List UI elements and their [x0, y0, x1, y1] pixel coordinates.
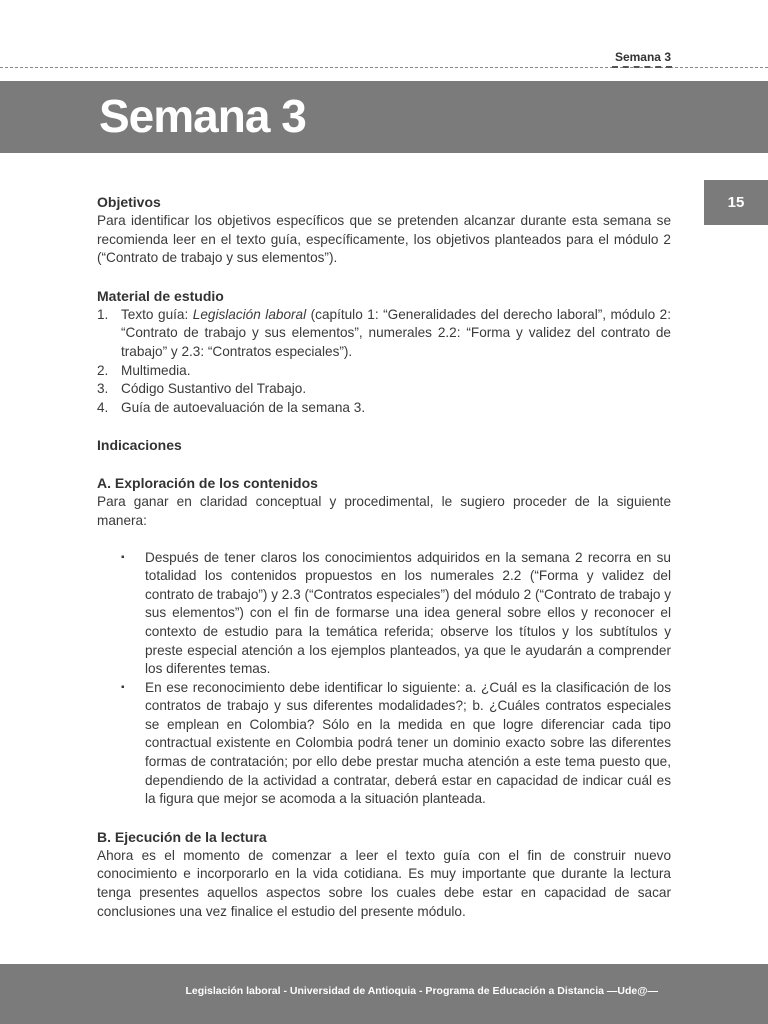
title-band	[0, 81, 768, 153]
bullet-text: En ese reconocimiento debe identificar lo siguiente: a. ¿Cuál es la clasificación de los contratos de trabajo y sus diferentes modalidades?; b. ¿Cuáles contratos especiales se emplean en Colombia? Sólo en la medida en que logre diferenciar cada tipo contractual existente en Colombia podrá tener un dominio exacto sobre las diferentes formas de contratación; por ello debe prestar mucha atención a este tema puesto que, dependiendo de la actividad a contratar, deberá estar en capacidad de indicar cuál es la figura que mejor se acomoda a la situación planteada.	[145, 679, 671, 807]
list-item-text: Texto guía:	[121, 306, 193, 322]
objetivos-text: Para identificar los objetivos específicos que se pretenden alcanzar durante esta semana se recomienda leer en el texto guía, específicamente, los objetivos planteados para el módulo 2 (“Contrato de trabajo y sus elementos”).	[97, 213, 671, 266]
footer-band	[0, 964, 768, 1024]
page-number: 15	[704, 180, 768, 225]
section-b-text: Ahora es el momento de comenzar a leer el texto guía con el fin de construir nuevo conocimiento e incorporarlo en la vida cotidiana. Es muy importante que durante la lectura tenga presentes aquellos aspectos sobre los cuales debe estar en capacidad de sacar conclusiones una vez finalice el estudio del presente módulo.	[97, 847, 671, 919]
section-a-bullets	[97, 549, 671, 809]
indicaciones-heading: Indicaciones	[97, 437, 182, 454]
bullet-icon: ▪	[121, 551, 125, 563]
list-item-number: 4.	[97, 399, 109, 415]
list-item-text: Código Sustantivo del Trabajo.	[121, 381, 307, 397]
list-item-text: Guía de autoevaluación de la semana 3.	[121, 399, 366, 415]
list-item	[97, 380, 671, 399]
list-item-text: Multimedia.	[121, 362, 191, 378]
page-title: Semana 3	[99, 90, 306, 142]
material-heading: Material de estudio	[97, 287, 224, 304]
list-item	[97, 679, 671, 809]
list-item-number: 1.	[97, 306, 109, 322]
list-item	[97, 362, 671, 381]
section-b-heading: B. Ejecución de la lectura	[97, 828, 267, 845]
section-a-heading: A. Exploración de los contenidos	[97, 475, 318, 492]
list-item	[97, 306, 671, 362]
list-item	[97, 399, 671, 418]
bullet-icon: ▪	[121, 681, 125, 693]
list-item-text: (capítulo 1: “Generalidades del derecho laboral”, módulo 2: “Contrato de trabajo y sus elementos”, numerales 2.2: “Forma y validez del contrato de trabajo” y 2.3: “Contratos especiales”).	[121, 306, 671, 359]
footer-text: Legislación laboral - Universidad de Antioquia - Programa de Educación a Distancia —Ude@—	[185, 985, 658, 997]
objetivos-heading: Objetivos	[97, 194, 161, 210]
list-item	[97, 549, 671, 679]
book-title: Legislación laboral	[192, 306, 307, 322]
bullet-text: Después de tener claros los conocimientos adquiridos en la semana 2 recorra en su totalidad los contenidos propuestos en los numerales 2.2 (“Forma y validez del contrato de trabajo”) y 2.3 (“Contratos especiales”) del módulo 2 (“Contrato de trabajo y sus elementos”) con el fin de formarse una idea general sobre ellos y reconocer el contexto de estudio para la temática referida; observe los títulos y los subtítulos y preste especial atención a los ejemplos planteados, ya que le ayudarán a comprender los diferentes temas.	[145, 549, 671, 677]
main-content	[97, 192, 671, 921]
running-head: Semana 3	[614, 50, 671, 64]
section-a-intro: Para ganar en claridad conceptual y procedimental, le sugiero proceder de la siguiente manera:	[97, 494, 671, 528]
list-item-number: 3.	[97, 381, 109, 397]
header-divider-accent	[612, 66, 672, 68]
material-list	[97, 306, 671, 418]
list-item-number: 2.	[97, 362, 109, 378]
